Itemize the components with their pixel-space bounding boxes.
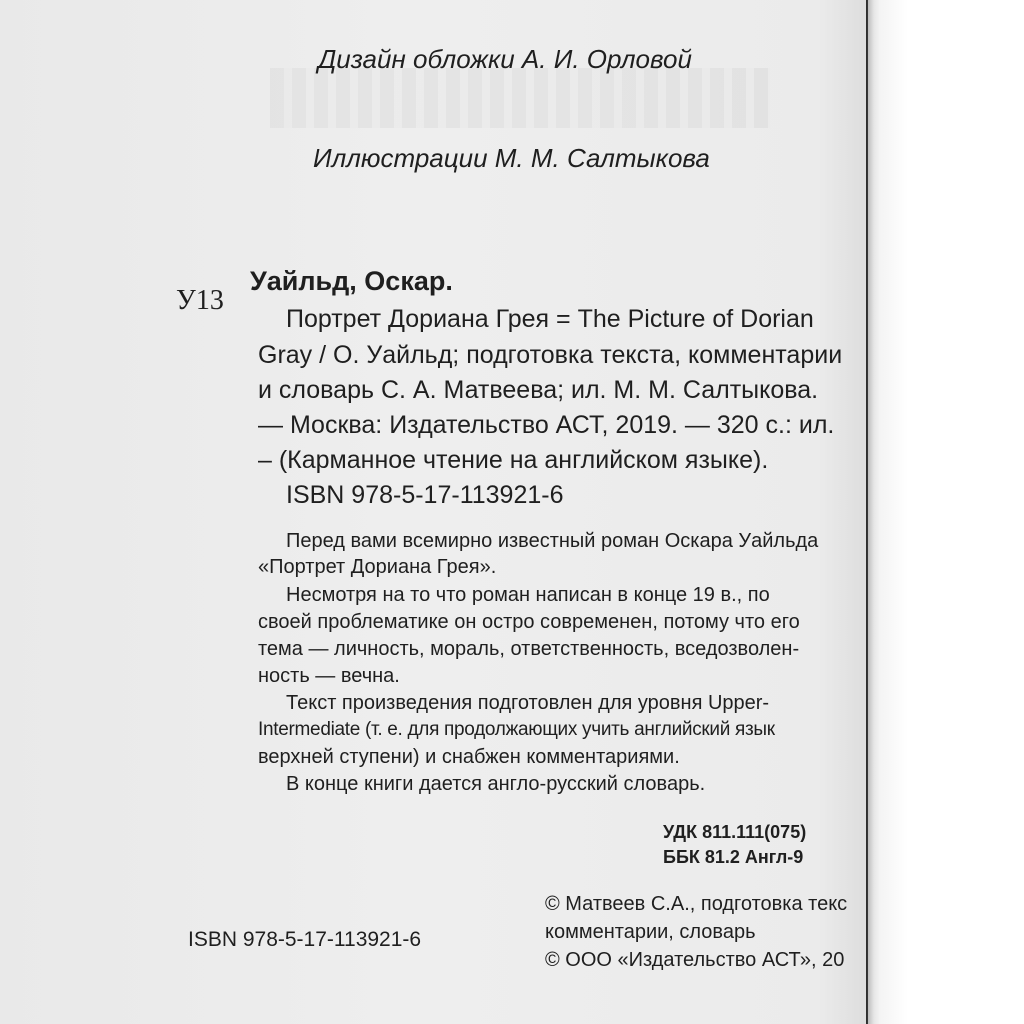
- copyright-line: © Матвеев С.А., подготовка текс: [545, 893, 848, 915]
- udk-code: УДК 811.111(075): [663, 822, 807, 842]
- next-page-edge: [868, 0, 1024, 1024]
- illustrations-credit: Иллюстрации М. М. Салтыкова: [313, 143, 710, 173]
- annotation-line: Перед вами всемирно известный роман Оскара Уайльда: [286, 530, 819, 552]
- catalog-line: – (Карманное чтение на английском языке).: [258, 446, 769, 474]
- show-through-band: [270, 68, 770, 128]
- catalog-author: Уайльд, Оскар.: [250, 266, 453, 296]
- catalog-line: и словарь С. А. Матвеева; ил. М. М. Салтыкова.: [258, 376, 819, 404]
- annotation-line: тема — личность, мораль, ответственность, вседозволен-: [258, 638, 800, 660]
- annotation-line: ность — вечна.: [258, 665, 400, 687]
- copyright-line: © ООО «Издательство АСТ», 20: [545, 949, 845, 971]
- catalog-code: У13: [176, 285, 224, 316]
- annotation-line: «Портрет Дориана Грея».: [258, 556, 497, 578]
- bbk-code: ББК 81.2 Англ-9: [663, 847, 804, 867]
- catalog-line: Портрет Дориана Грея = The Picture of Dorian: [286, 305, 814, 333]
- annotation-line: Текст произведения подготовлен для уровня Upper-: [286, 692, 770, 714]
- annotation-line: Intermediate (т. е. для продолжающих учить английский язык: [258, 719, 775, 740]
- catalog-isbn: ISBN 978-5-17-113921-6: [286, 481, 564, 509]
- cover-design-credit: Дизайн обложки А. И. Орловой: [318, 44, 692, 74]
- isbn-bottom: ISBN 978-5-17-113921-6: [188, 928, 422, 951]
- annotation-line: Несмотря на то что роман написан в конце 19 в., по: [286, 584, 770, 606]
- copyright-line: комментарии, словарь: [545, 921, 756, 943]
- catalog-line: — Москва: Издательство АСТ, 2019. — 320 с.: ил.: [258, 411, 835, 439]
- annotation-line: В конце книги дается англо-русский словарь.: [286, 773, 706, 795]
- annotation-line: верхней ступени) и снабжен комментариями.: [258, 746, 680, 768]
- catalog-line: Gray / О. Уайльд; подготовка текста, комментарии: [258, 341, 843, 369]
- annotation-line: своей проблематике он остро современен, потому что его: [258, 611, 800, 633]
